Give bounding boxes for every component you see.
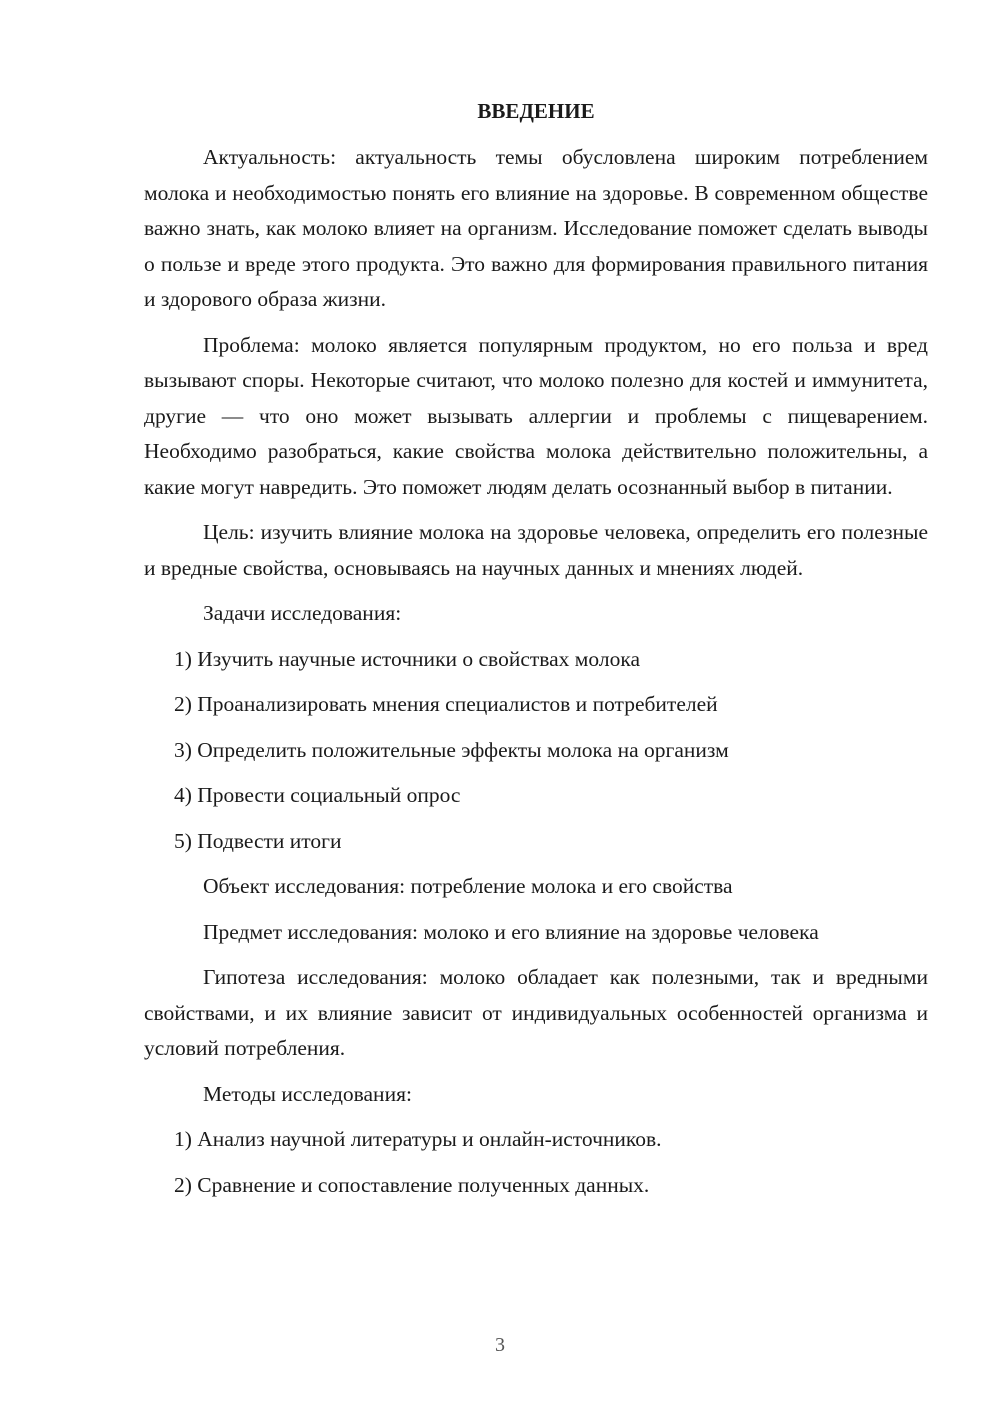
- section-heading: ВВЕДЕНИЕ: [477, 99, 595, 123]
- tasks-list: [144, 642, 928, 860]
- subject-paragraph: Предмет исследования: молоко и его влияние на здоровье человека: [203, 919, 819, 944]
- goal-paragraph: Цель: изучить влияние молока на здоровье человека, определить его полезные и вредные свойства, основываясь на научных данных и мнениях людей.: [144, 520, 928, 580]
- actuality-paragraph: Актуальность: актуальность темы обусловлена широким потреблением молока и необходимостью понять его влияние на здоровье. В современном обществе важно знать, как молоко влияет на организм. Исследование поможет сделать выводы о пользе и вреде этого продукта. Это важно для формирования правильного питания и здорового образа жизни.: [144, 145, 928, 311]
- task-item: 1) Изучить научные источники о свойствах молока: [174, 646, 641, 671]
- task-item: 3) Определить положительные эффекты молока на организм: [174, 737, 729, 762]
- task-item: 5) Подвести итоги: [174, 828, 342, 853]
- methods-heading: Методы исследования:: [203, 1081, 412, 1106]
- methods-list: [144, 1122, 928, 1203]
- object-paragraph: Объект исследования: потребление молока и его свойства: [203, 874, 733, 898]
- method-item: 2) Сравнение и сопоставление полученных данных.: [174, 1172, 650, 1197]
- method-item: 1) Анализ научной литературы и онлайн-источников.: [174, 1127, 662, 1151]
- tasks-heading: Задачи исследования:: [203, 601, 402, 625]
- problem-paragraph: Проблема: молоко является популярным продуктом, но его польза и вред вызывают споры. Некоторые считают, что молоко полезно для костей и иммунитета, другие — что оно может вызывать аллергии и проблемы с пищеварением. Необходимо разобраться, какие свойства молока действительно положительны, а какие могут навредить. Это поможет людям делать осознанный выбор в питании.: [144, 332, 928, 499]
- hypothesis-paragraph: Гипотеза исследования: молоко обладает как полезными, так и вредными свойствами, и их влияние зависит от индивидуальных особенностей организма и условий потребления.: [144, 965, 928, 1060]
- task-item: 4) Провести социальный опрос: [174, 783, 461, 807]
- task-item: 2) Проанализировать мнения специалистов и потребителей: [174, 692, 718, 716]
- page-content: [144, 94, 928, 1203]
- page-number: 3: [495, 1334, 505, 1356]
